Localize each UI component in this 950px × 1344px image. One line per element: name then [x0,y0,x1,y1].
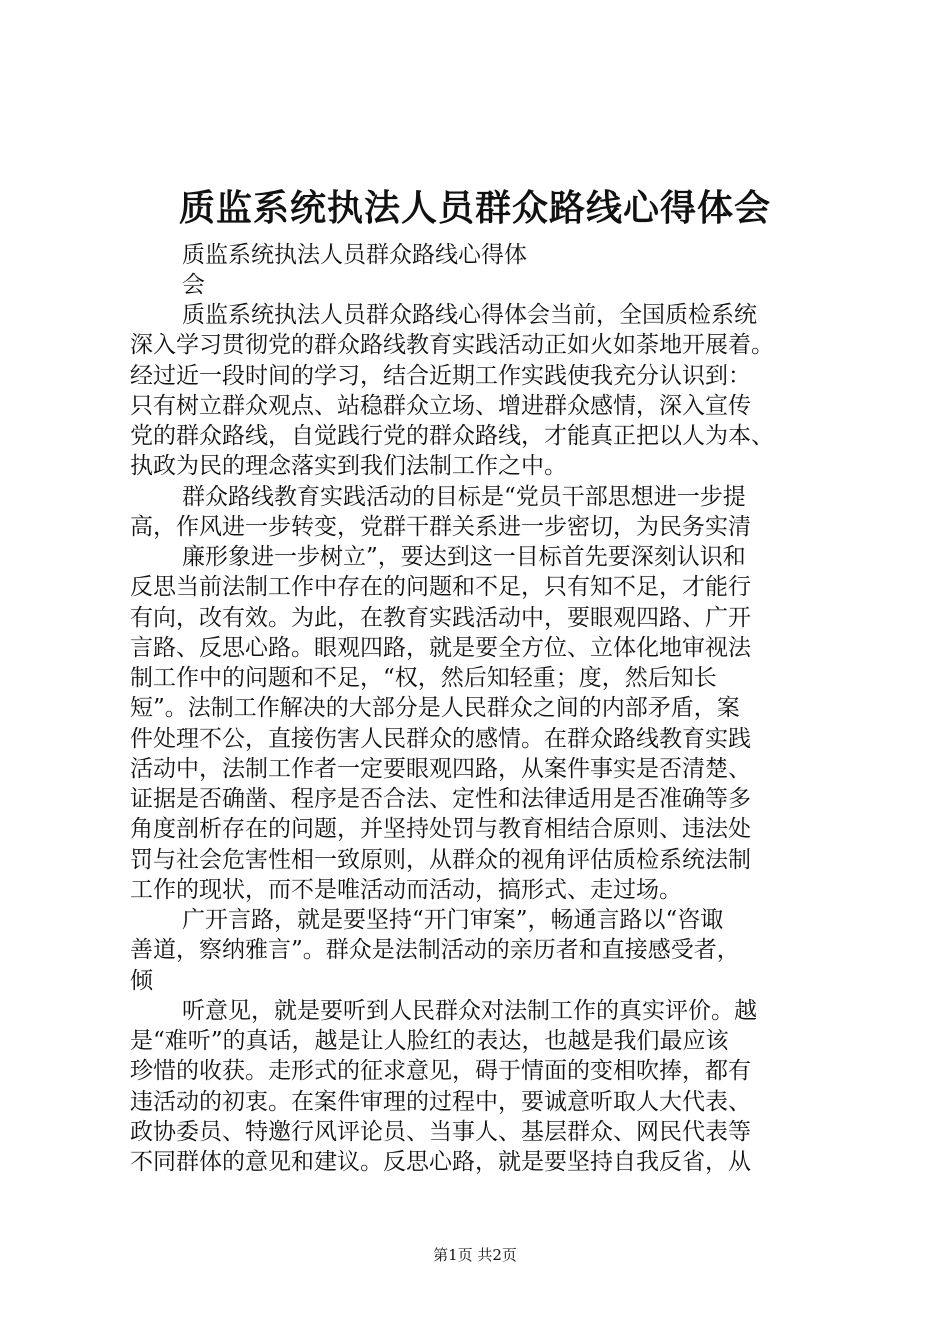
text-line: 会 [182,272,205,298]
text-line: 证据是否确凿、程序是否合法、定性和法律适用是否准确等多 [130,786,751,812]
text-line: 政协委员、特邀行风评论员、当事人、基层群众、网民代表等 [130,1119,751,1145]
text-line: 听意见，就是要听到人民群众对法制工作的真实评价。越 [182,998,757,1024]
page-footer: 第1页 共2页 [433,1246,517,1264]
text-line: 有向，改有效。为此，在教育实践活动中，要眼观四路、广开 [130,605,751,631]
text-line: 短”。法制工作解决的大部分是人民群众之间的内部矛盾，案 [130,695,740,721]
text-line: 活动中，法制工作者一定要眼观四路，从案件事实是否清楚、 [130,756,751,782]
text-line: 是“难听”的真话，越是让人脸红的表达，也越是我们最应该 [130,1028,729,1054]
text-line: 执政为民的理念落实到我们法制工作之中。 [130,453,567,479]
document-title: 质监系统执法人员群众路线心得体会 [178,187,771,229]
text-line: 只有树立群众观点、站稳群众立场、增进群众感情，深入宣传 [130,393,751,419]
text-line: 群众路线教育实践活动的目标是“党员干部思想进一步提 [182,484,746,510]
text-line: 高，作风进一步转变，党群干群关系进一步密切，为民务实清 [130,514,751,540]
text-line: 质监系统执法人员群众路线心得体会当前，全国质检系统 [182,302,757,328]
text-line: 深入学习贯彻党的群众路线教育实践活动正如火如荼地开展着。 [130,332,774,358]
text-line: 工作的现状，而不是唯活动而活动，搞形式、走过场。 [130,877,682,903]
text-line: 件处理不公，直接伤害人民群众的感情。在群众路线教育实践 [130,726,751,752]
text-line: 违活动的初衷。在案件审理的过程中，要诚意听取人大代表、 [130,1089,751,1115]
text-line: 罚与社会危害性相一致原则，从群众的视角评估质检系统法制 [130,847,751,873]
text-line: 反思当前法制工作中存在的问题和不足，只有知不足，才能行 [130,574,751,600]
text-line: 制工作中的问题和不足，“权，然后知轻重；度，然后知长 [130,665,717,691]
text-line: 珍惜的收获。走形式的征求意见，碍于情面的变相吹捧，都有 [130,1058,751,1084]
text-line: 不同群体的意见和建议。反思心路，就是要坚持自我反省，从 [130,1149,751,1175]
text-line: 倾 [130,968,153,994]
text-line: 廉形象进一步树立”，要达到这一目标首先要深刻认识和 [182,544,746,570]
text-line: 善道，察纳雅言”。群众是法制活动的亲历者和直接感受者， [130,937,740,963]
text-line: 言路、反思心路。眼观四路，就是要全方位、立体化地审视法 [130,635,751,661]
text-line: 角度剖析存在的问题，并坚持处罚与教育相结合原则、违法处 [130,816,751,842]
text-line: 经过近一段时间的学习，结合近期工作实践使我充分认识到： [130,363,751,389]
text-line: 质监系统执法人员群众路线心得体 [182,242,527,268]
text-line: 广开言路，就是要坚持“开门审案”，畅通言路以“咨诹 [182,907,724,933]
text-line: 党的群众路线，自觉践行党的群众路线，才能真正把以人为本、 [130,423,774,449]
